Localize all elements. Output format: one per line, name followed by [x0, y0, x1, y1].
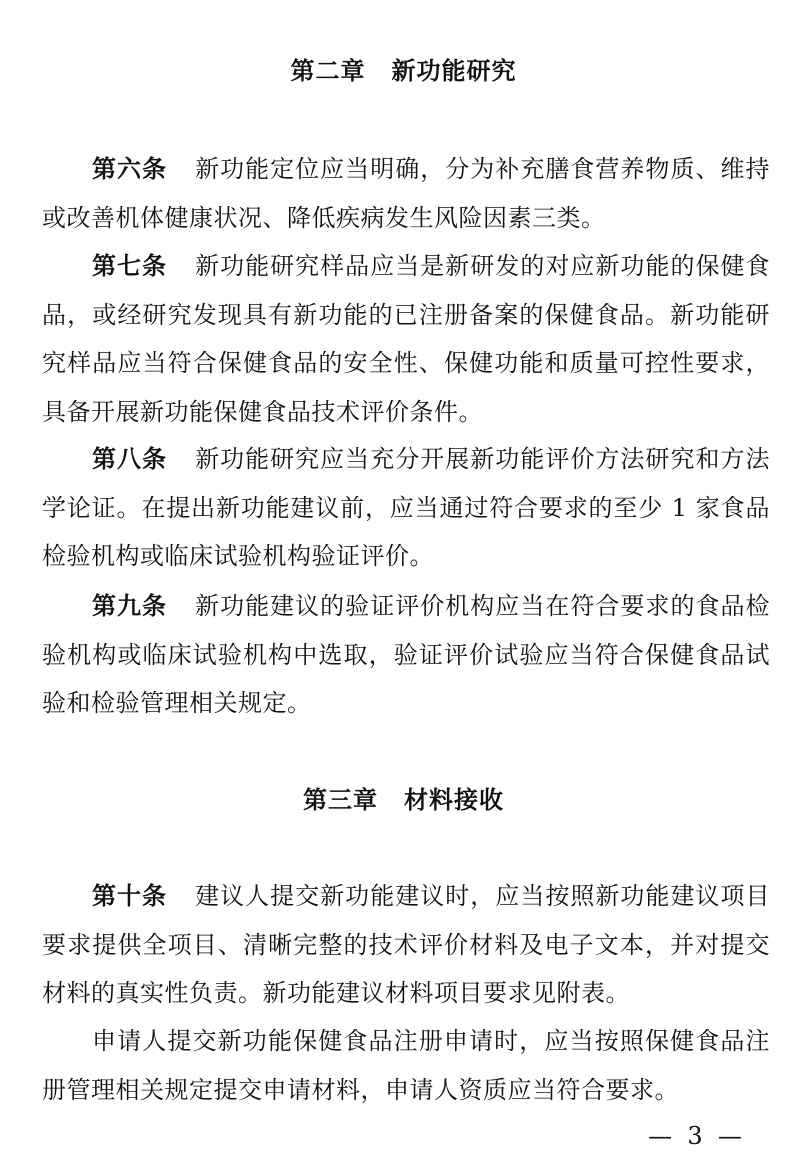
- article-10: [42, 872, 770, 1018]
- article-6-number: 第六条: [92, 155, 168, 183]
- article-6-text: 新功能定位应当明确，分为补充膳食营养物质、维持或改善机体健康状况、降低疾病发生风险因素三类。: [42, 155, 771, 232]
- chapter-3-heading: [0, 784, 807, 816]
- paragraph-applicant: 申请人提交新功能保健食品注册申请时，应当按照保健食品注册管理相关规定提交申请材料，申请人资质应当符合要求。: [42, 1027, 770, 1104]
- article-6: [42, 145, 770, 242]
- article-9: [42, 582, 770, 728]
- chapter-3-title: 材料接收: [404, 786, 504, 814]
- article-9-number: 第九条: [92, 592, 168, 620]
- page-number: — 3 —: [648, 1122, 742, 1150]
- article-8: [42, 435, 770, 581]
- article-7: [42, 242, 770, 436]
- chapter-2-number: 第二章: [290, 57, 366, 85]
- article-8-number: 第八条: [92, 445, 168, 473]
- article-10-number: 第十条: [92, 882, 168, 910]
- article-10-text: 建议人提交新功能建议时，应当按照新功能建议项目要求提供全项目、清晰完整的技术评价材料及电子文本，并对提交材料的真实性负责。新功能建议材料项目要求见附表。: [42, 882, 771, 1007]
- chapter-3-number: 第三章: [303, 786, 378, 814]
- chapter-2-title: 新功能研究: [391, 57, 517, 85]
- chapter-2-heading: [0, 55, 807, 87]
- article-9-text: 新功能建议的验证评价机构应当在符合要求的食品检验机构或临床试验机构中选取，验证评价试验应当符合保健食品试验和检验管理相关规定。: [42, 592, 771, 717]
- article-7-text: 新功能研究样品应当是新研发的对应新功能的保健食品，或经研究发现具有新功能的已注册备案的保健食品。新功能研究样品应当符合保健食品的安全性、保健功能和质量可控性要求，具备开展新功能保健食品技术评价条件。: [42, 252, 771, 426]
- article-8-text: 新功能研究应当充分开展新功能评价方法研究和方法学论证。在提出新功能建议前，应当通过符合要求的至少 1 家食品检验机构或临床试验机构验证评价。: [42, 445, 771, 570]
- article-7-number: 第七条: [92, 252, 168, 280]
